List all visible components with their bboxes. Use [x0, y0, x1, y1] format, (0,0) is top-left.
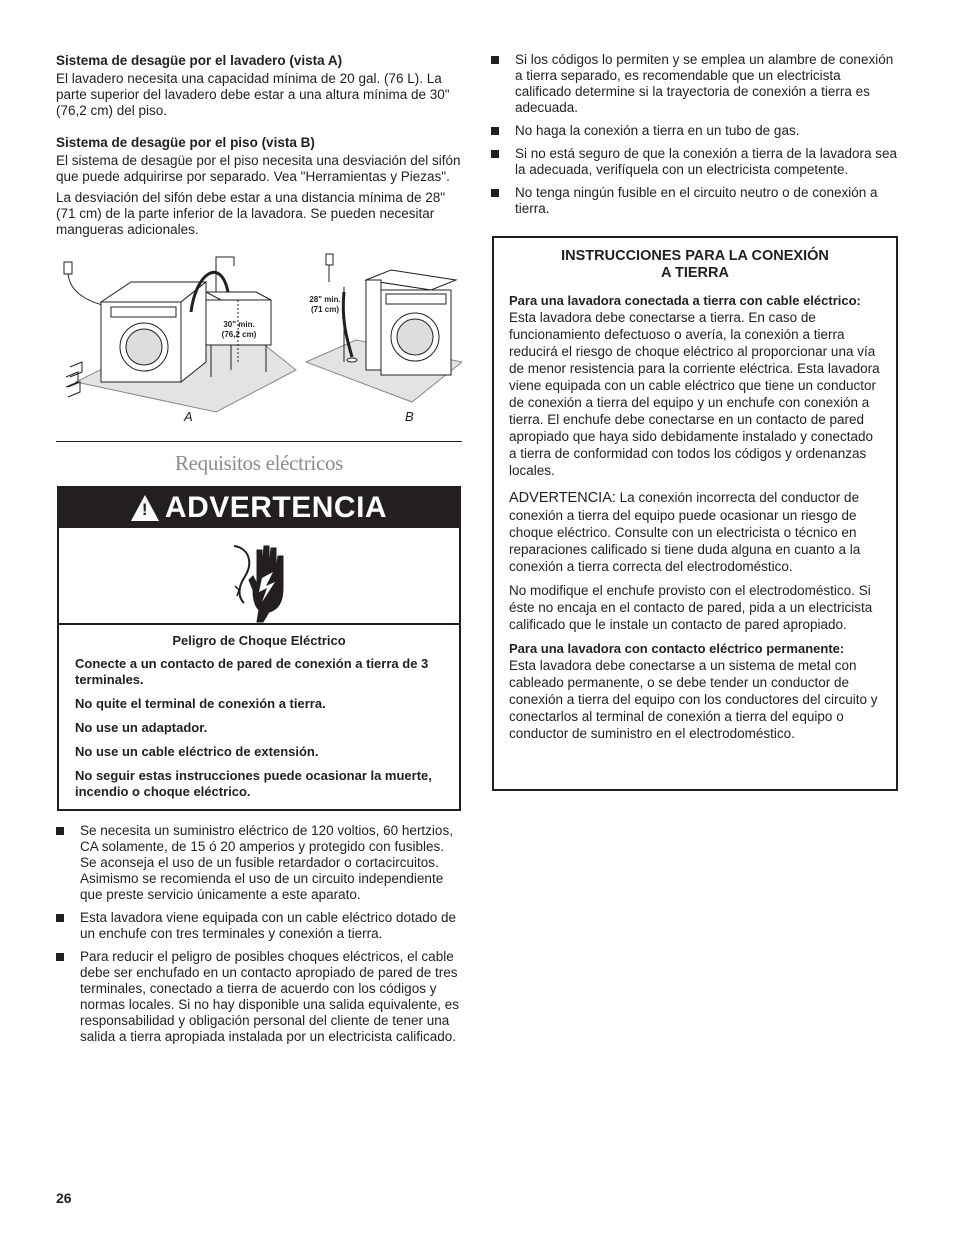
warning-body	[59, 625, 459, 800]
laundry-tub-drain-heading: Sistema de desagüe por el lavadero (vista A)	[56, 53, 343, 68]
bullet-square-icon	[56, 827, 64, 835]
standpipe-height-caption-line1: 28" min.	[309, 295, 341, 304]
warning-header	[59, 488, 459, 528]
tub-height-caption	[214, 320, 264, 340]
list-item	[56, 949, 462, 1045]
bullet-square-icon	[491, 189, 499, 197]
improper-connection-label: ADVERTENCIA:	[509, 490, 616, 506]
warning-item: No use un cable eléctrico de extensión.	[75, 744, 319, 759]
standpipe-height-caption-line2: (71 cm)	[310, 305, 339, 314]
floor-drain-heading: Sistema de desagüe por el piso (vista B)	[56, 135, 315, 150]
view-b-label: B	[405, 409, 414, 424]
bullet-square-icon	[56, 914, 64, 922]
right-bullet-list	[491, 52, 898, 224]
list-item	[491, 123, 898, 139]
electric-shock-hand-icon	[59, 528, 459, 623]
tub-height-caption-line1: 30" min.	[223, 320, 255, 329]
grounding-title-line2: A TIERRA	[661, 265, 729, 281]
standpipe-height-caption	[303, 295, 347, 315]
warning-item: No use un adaptador.	[75, 720, 208, 735]
floor-drain-text-1: El sistema de desagüe por el piso necesita una desviación del sifón que puede adquirirse por separado. Vea "Herramientas y Piezas".	[56, 153, 461, 184]
warning-box	[57, 486, 461, 811]
bullet-square-icon	[491, 150, 499, 158]
plug-modification-text: No modifique el enchufe provisto con el electrodoméstico. Si éste no encaja en el contacto de pared, pida a un electricista calificado que le instale un contacto de pared apropiado.	[509, 583, 873, 632]
floor-drain-text-2: La desviación del sifón debe estar a una distancia mínima de 28" (71 cm) de la parte inferior de la lavadora. Se pueden necesitar mangueras adicionales.	[56, 190, 446, 237]
laundry-tub-drain-text: El lavadero necesita una capacidad mínima de 20 gal. (76 L). La parte superior del lavadero debe estar a una altura mínima de 30" (76,2 cm) del piso.	[56, 71, 450, 118]
list-item-text: No tenga ningún fusible en el circuito neutro o de conexión a tierra.	[515, 185, 878, 216]
list-item	[491, 146, 898, 178]
improper-connection-text: La conexión incorrecta del conductor de conexión a tierra del equipo puede ocasionar un riesgo de choque eléctrico. Consulte con un electricista o técnico en reparaciones calificado si tiene duda alguna en cuanto a la conexión a tierra correcta del electrodoméstico.	[509, 490, 861, 574]
tub-height-caption-line2: (76,2 cm)	[221, 330, 257, 339]
warning-header-text: ADVERTENCIA	[164, 491, 388, 524]
list-item	[491, 52, 898, 116]
bullet-square-icon	[491, 127, 499, 135]
bullet-square-icon	[491, 56, 499, 64]
warning-exclamation: !	[141, 500, 149, 519]
left-bullet-list	[56, 823, 462, 1052]
list-item	[56, 823, 462, 903]
list-item-text: Esta lavadora viene equipada con un cable eléctrico dotado de un enchufe con tres terminales y conexión a tierra.	[80, 910, 457, 941]
permanent-connection-section	[509, 640, 881, 742]
page-number: 26	[56, 1190, 72, 1206]
cord-connected-text: Esta lavadora debe conectarse a tierra. En caso de funcionamiento defectuoso o avería, la conexión a tierra reducirá el riesgo de choque eléctrico al proporcionar una vía de menor resistencia para la corriente eléctrica. Esta lavadora viene equipada con un cable eléctrico que tiene un conductor de conexión a tierra del equipo y un enchufe con conexión a tierra. El enchufe debe conectarse en un contacto de pared apropiado que haya sido debidamente instalado y conectado a tierra de conformidad con todos los códigos y ordenanzas locales.	[509, 310, 880, 478]
list-item-text: No haga la conexión a tierra en un tubo de gas.	[515, 123, 800, 138]
section-divider	[56, 441, 462, 442]
warning-hazard: Peligro de Choque Eléctrico	[172, 633, 346, 648]
grounding-instructions-box	[492, 236, 898, 791]
warning-item: No quite el terminal de conexión a tierra.	[75, 696, 326, 711]
drain-illustration	[56, 252, 462, 427]
warning-triangle-icon	[131, 495, 159, 521]
permanent-connection-text: Esta lavadora debe conectarse a un sistema de metal con cableado permanente, o se debe tender un conductor de conexión a tierra del equipo con los conductores del circuito y conectarlos al terminal de conexión a tierra del equipo o conductor de suministro en el electrodoméstico.	[509, 658, 878, 741]
electrical-requirements-title: Requisitos eléctricos	[174, 451, 344, 475]
list-item-text: Si no está seguro de que la conexión a tierra de la lavadora sea la adecuada, verifíquela con un electricista competente.	[515, 146, 898, 177]
grounding-instructions-title	[509, 248, 881, 282]
list-item-text: Se necesita un suministro eléctrico de 120 voltios, 60 hertzios, CA solamente, de 15 ó 20 amperios y protegido con fusibles. Se aconseja el uso de un fusible retardador o cortacircuitos. Asimismo se recomienda el uso de un circuito independiente que preste servicio únicamente a este aparato.	[80, 823, 453, 902]
bullet-square-icon	[56, 953, 64, 961]
list-item-text: Para reducir el peligro de posibles choques eléctricos, el cable debe ser enchufado en un contacto apropiado de pared de tres terminales, conectado a tierra de acuerdo con los códigos y normas locales. Si no hay disponible una salida equivalente, es responsabilidad y obligación personal del cliente de tener una salida a tierra apropiada instalada por un electricista calificado.	[80, 949, 459, 1044]
cord-connected-section	[509, 292, 881, 479]
cord-connected-heading: Para una lavadora conectada a tierra con cable eléctrico:	[509, 293, 861, 308]
grounding-title-line1: INSTRUCCIONES PARA LA CONEXIÓN	[561, 248, 829, 264]
warning-icon-area	[59, 528, 459, 625]
permanent-connection-heading: Para una lavadora con contacto eléctrico permanente:	[509, 641, 845, 656]
list-item	[491, 185, 898, 217]
list-item	[56, 910, 462, 942]
view-a-label: A	[184, 409, 193, 424]
warning-item: Conecte a un contacto de pared de conexión a tierra de 3 terminales.	[75, 656, 429, 687]
improper-connection-warning	[509, 489, 881, 575]
warning-item: No seguir estas instrucciones puede ocasionar la muerte, incendio o choque eléctrico.	[75, 768, 432, 799]
list-item-text: Si los códigos lo permiten y se emplea un alambre de conexión a tierra separado, es recomendable que un electricista calificado determine si la trayectoria de conexión a tierra es adecuada.	[515, 52, 894, 115]
left-column	[56, 52, 462, 427]
